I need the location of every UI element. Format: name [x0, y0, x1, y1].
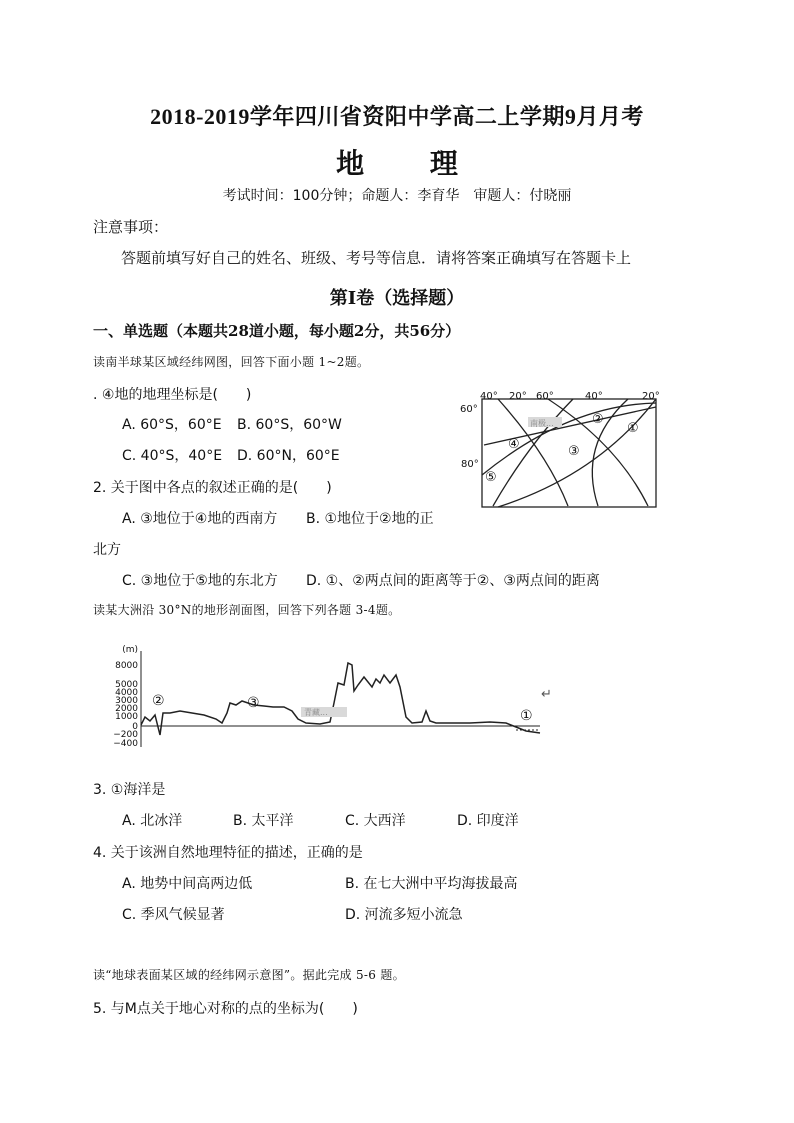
subject-title: 地 理: [336, 147, 486, 180]
profile-y-tick: 0: [132, 722, 138, 732]
profile-y-tick: −200: [113, 730, 138, 740]
terrain-profile: [108, 643, 548, 755]
q1-option-a: A. 60°S，60°E: [122, 417, 222, 433]
q2-option-b: B. ①地位于②地的正: [306, 511, 434, 527]
map-point-1: ①: [627, 421, 639, 436]
q1-option-c: C. 40°S，40°E: [122, 448, 223, 464]
q2-stem: 2. 关于图中各点的叙述正确的是( ): [93, 480, 332, 496]
map-lon-label: 20°: [509, 391, 527, 402]
q5-stem: 5. 与M点关于地心对称的点的坐标为( ): [93, 1001, 358, 1017]
q3-option-c: C. 大西洋: [345, 813, 406, 829]
intro-q5-6: 读“地球表面某区域的经纬网示意图”。据此完成 5-6 题。: [93, 968, 405, 982]
map-point-2: ②: [592, 412, 604, 427]
map-point-4: ④: [508, 437, 520, 452]
q3-option-d: D. 印度洋: [457, 813, 519, 829]
profile-point-2: ②: [152, 693, 165, 709]
q1-option-d: D. 60°N，60°E: [237, 448, 340, 464]
notice-text: 答题前填写好自己的姓名、班级、考号等信息．请将答案正确填写在答题卡上: [121, 249, 632, 267]
profile-point-1: ①: [520, 708, 533, 724]
q1-option-b: B. 60°S，60°W: [237, 417, 342, 433]
map-lat-label: 80°: [461, 459, 479, 470]
section-title: 第I卷（选择题）: [329, 288, 465, 309]
profile-point-3: ③: [247, 695, 260, 711]
profile-smudge-text: 青藏...: [304, 708, 328, 717]
profile-y-tick: 2000: [115, 704, 138, 714]
map-point-3: ③: [568, 444, 580, 459]
notice-label: 注意事项：: [93, 218, 169, 236]
profile-terrain-line: [141, 663, 540, 735]
graticule-map: [458, 385, 664, 511]
return-mark: ↵: [541, 687, 552, 702]
q4-option-c: C. 季风气候显著: [122, 907, 225, 923]
profile-y-tick: 3000: [115, 696, 138, 706]
q2-option-b-cont: 北方: [93, 542, 121, 558]
profile-y-tick: −400: [113, 739, 138, 749]
map-smudge-text: 南极...: [530, 419, 554, 428]
map-lon-label: 60°: [536, 391, 554, 402]
q2-option-d: D. ①、②两点间的距离等于②、③两点间的距离: [306, 573, 600, 589]
q4-option-d: D. 河流多短小流急: [345, 907, 463, 923]
map-lon-label: 40°: [480, 391, 498, 402]
map-lon-label: 20°: [642, 391, 660, 402]
q4-option-a: A. 地势中间高两边低: [122, 876, 253, 892]
q3-option-a: A. 北冰洋: [122, 813, 183, 829]
q4-option-b: B. 在七大洲中平均海拔最高: [345, 876, 518, 892]
map-lat-label: 60°: [460, 404, 478, 415]
intro-q3-4: 读某大洲沿 30°N的地形剖面图，回答下列各题 3-4题。: [93, 603, 401, 617]
exam-title: 2018-2019学年四川省资阳中学高二上学期9月月考: [150, 104, 644, 129]
q2-option-c: C. ③地位于⑤地的东北方: [122, 573, 278, 589]
q3-stem: 3. ①海洋是: [93, 782, 166, 798]
q3-option-b: B. 太平洋: [233, 813, 294, 829]
q4-stem: 4. 关于该洲自然地理特征的描述，正确的是: [93, 845, 363, 861]
map-point-5: ⑤: [485, 470, 497, 485]
profile-y-tick: 8000: [115, 661, 138, 671]
q2-option-a: A. ③地位于④地的西南方: [122, 511, 278, 527]
profile-y-tick: 5000: [115, 680, 138, 690]
part-title: 一、单选题（本题共28道小题，每小题2分，共56分）: [93, 322, 461, 340]
q1-stem: . ④地的地理坐标是( ): [93, 387, 252, 403]
profile-y-tick: 1000: [115, 712, 138, 722]
profile-y-tick: 4000: [115, 688, 138, 698]
profile-unit: (m): [122, 645, 138, 655]
exam-info: 考试时间：100分钟；命题人：李育华 审题人：付晓丽: [222, 188, 572, 204]
intro-q1-2: 读南半球某区域经纬网图，回答下面小题 1~2题。: [93, 355, 370, 369]
map-lon-label: 40°: [585, 391, 603, 402]
